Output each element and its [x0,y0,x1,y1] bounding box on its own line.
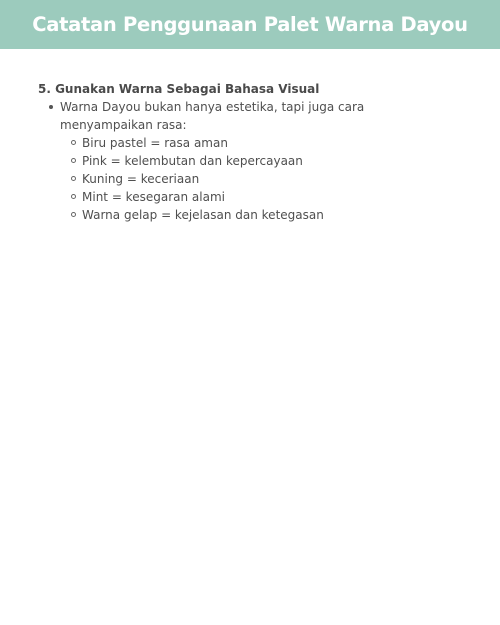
hollow-circle-icon [71,194,76,199]
list-item [60,152,458,170]
color-meaning-text: Biru pastel = rasa aman [82,136,228,150]
page-header [0,0,500,49]
color-meaning-text: Kuning = keceriaan [82,172,200,186]
bullet-list [38,98,458,224]
page-title: Catatan Penggunaan Palet Warna Dayou [32,13,468,36]
hollow-circle-icon [71,158,76,163]
bullet-dot-icon [49,105,53,109]
color-meaning-text: Pink = kelembutan dan kepercayaan [82,154,303,168]
section-heading: 5. Gunakan Warna Sebagai Bahasa Visual [38,82,320,96]
notes-content [38,80,458,224]
list-item [60,170,458,188]
list-item [60,206,458,224]
list-item [60,188,458,206]
hollow-circle-icon [71,140,76,145]
hollow-circle-icon [71,176,76,181]
color-meaning-text: Warna gelap = kejelasan dan ketegasan [82,208,324,222]
color-meaning-list [60,134,458,224]
color-meaning-text: Mint = kesegaran alami [82,190,225,204]
hollow-circle-icon [71,212,76,217]
bullet-text: Warna Dayou bukan hanya estetika, tapi juga cara menyampaikan rasa: [60,100,365,132]
list-item [60,134,458,152]
bullet-item [38,98,458,224]
